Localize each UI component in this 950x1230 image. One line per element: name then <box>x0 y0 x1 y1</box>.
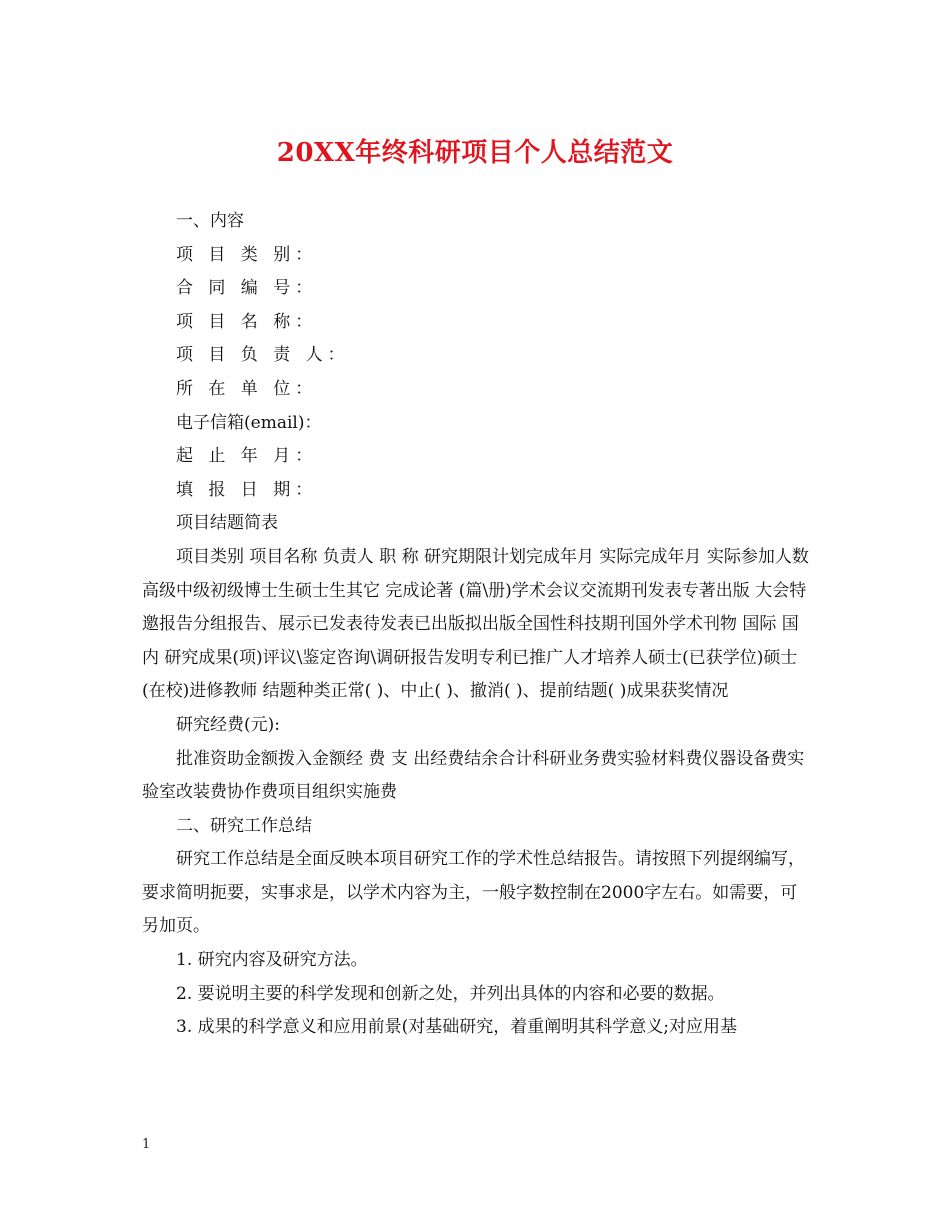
field-project-leader: 项 目 负 责 人： <box>176 345 350 366</box>
document-body <box>142 205 814 1045</box>
summary-table-text: 项目类别 项目名称 负责人 职 称 研究期限计划完成年月 实际完成年月 实际参加人数高级中级初级博士生硕士生其它 完成论著 (篇\册)学术会议交流期刊发表专著出版 大会特邀报告分组报告、展示已发表待发表已出版拟出版全国性科技期刊国外学术刊物 国际 国内 研究成果(项)评议\鉴定咨询\调研报告发明专利已推广人才培养人硕士(已获学位)硕士(在校)进修教师 结题种类正常( )、中止( )、撤消( )、提前结题( )成果获奖情况 <box>142 546 809 702</box>
section-heading-content: 一、内容 <box>176 211 244 231</box>
field-fill-date: 填 报 日 期： <box>176 479 318 500</box>
field-start-end-date: 起 止 年 月： <box>176 446 318 467</box>
field-contract-number: 合 同 编 号： <box>176 278 318 299</box>
field-institution: 所 在 单 位： <box>176 378 318 399</box>
section-heading-summary: 二、研究工作总结 <box>176 815 312 836</box>
field-email: 电子信箱(email)： <box>176 412 322 433</box>
list-item-1: 1. 研究内容及研究方法。 <box>176 950 368 971</box>
document-title: 20XX年终科研项目个人总结范文 <box>276 138 674 168</box>
funding-text: 批准资助金额拨入金额经 费 支 出经费结余合计科研业务费实验材料费仪器设备费实验室改装费协作费项目组织实施费 <box>142 748 805 803</box>
field-project-category: 项 目 类 别： <box>176 244 318 265</box>
summary-instructions: 研究工作总结是全面反映本项目研究工作的学术性总结报告。请按照下列提纲编写，要求简明扼要，实事求是，以学术内容为主，一般字数控制在2000字左右。如需要，可另加页。 <box>142 849 805 937</box>
summary-table-heading: 项目结题简表 <box>176 513 278 534</box>
page-number: 1 <box>142 1137 151 1152</box>
funding-heading: 研究经费(元): <box>176 714 280 735</box>
field-project-name: 项 目 名 称： <box>176 311 318 332</box>
list-item-3: 3. 成果的科学意义和应用前景(对基础研究，着重阐明其科学意义;对应用基 <box>176 1017 737 1038</box>
list-item-2: 2. 要说明主要的科学发现和创新之处，并列出具体的内容和必要的数据。 <box>176 983 725 1004</box>
